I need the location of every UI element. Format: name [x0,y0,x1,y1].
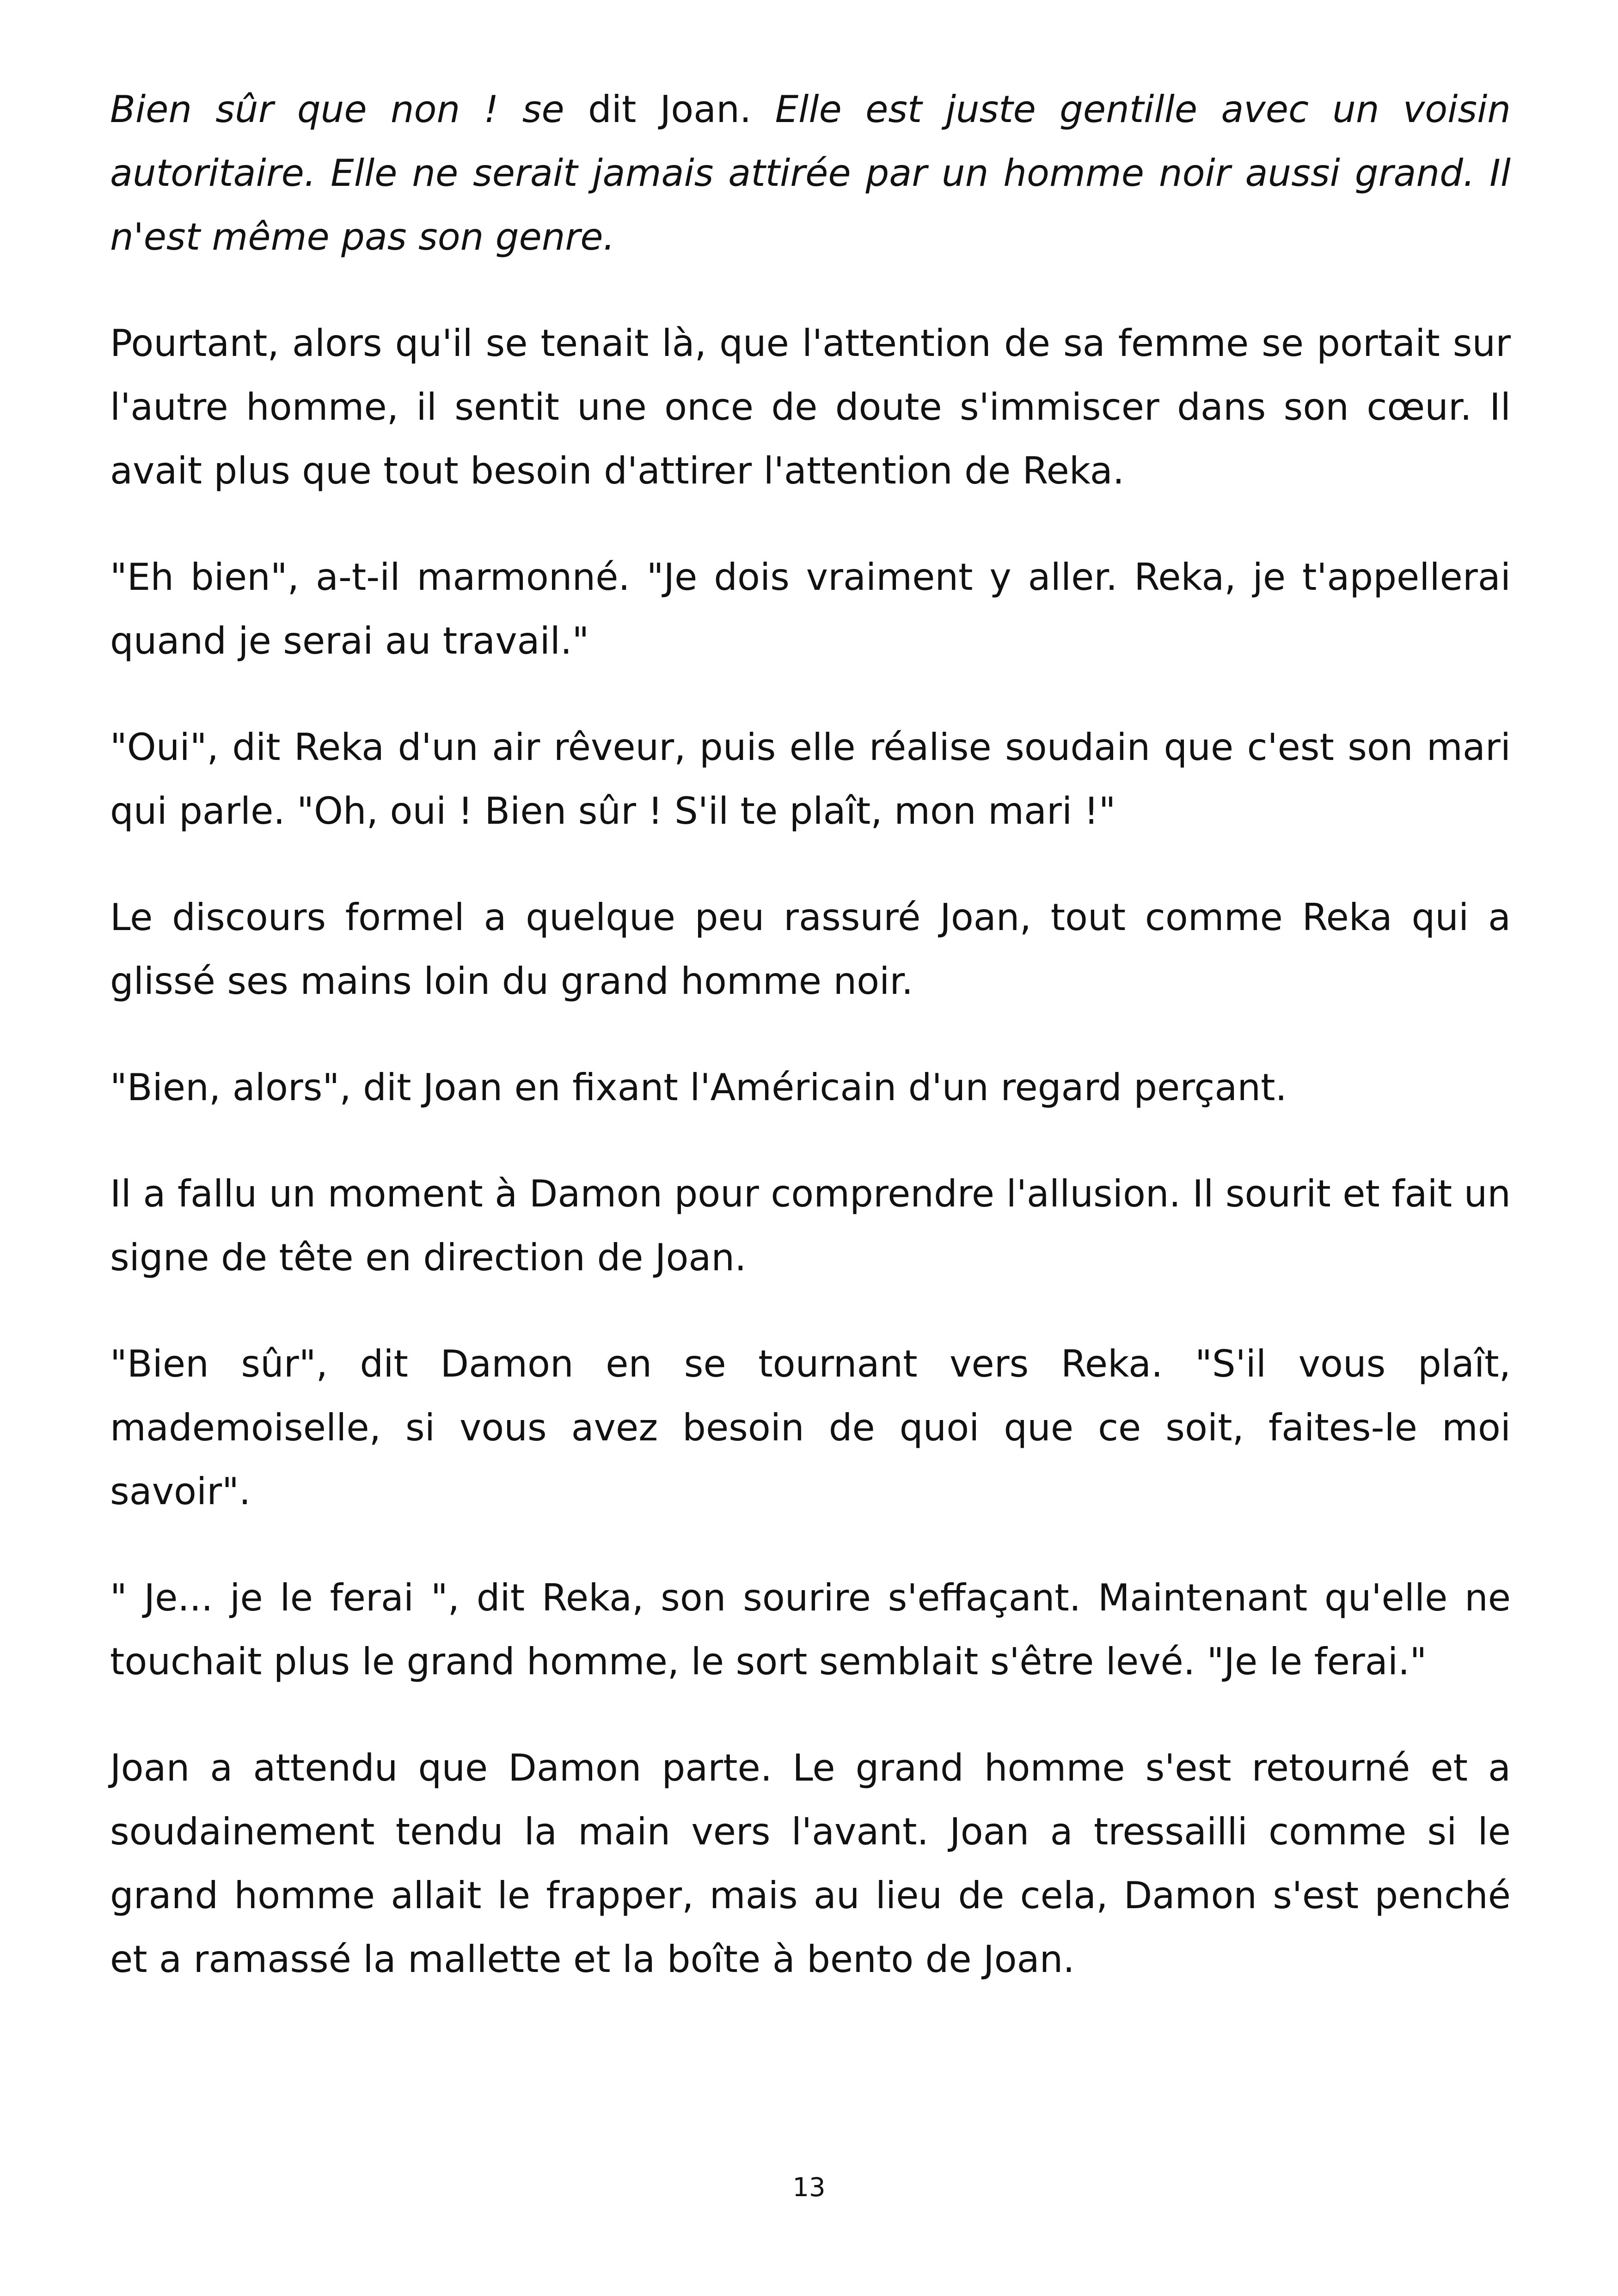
paragraph [110,1566,1511,1694]
paragraph [110,886,1511,1013]
text-run: " Je... je le ferai ", dit Reka, son sourire s'effaçant. Maintenant qu'elle ne touchait plus le grand homme, le sort semblait s'être levé. "Je le ferai." [110,1576,1511,1683]
paragraph [110,312,1511,503]
paragraph [110,78,1511,269]
text-run: "Bien, alors", dit Joan en fixant l'Américain d'un regard perçant. [110,1066,1287,1109]
body-text [110,78,1511,2034]
paragraph [110,1332,1511,1524]
paragraph [110,1162,1511,1290]
text-run: Joan a attendu que Damon parte. Le grand homme s'est retourné et a soudainement tendu la main vers l'avant. Joan a tressailli comme si le grand homme allait le frapper, mais au lieu de cela, Damon s'est penché et a ramassé la mallette et la boîte à bento de Joan. [110,1746,1511,1981]
paragraph [110,1736,1511,1991]
text-run: Pourtant, alors qu'il se tenait là, que l'attention de sa femme se portait sur l'autre homme, il sentit une once de doute s'immiscer dans son cœur. Il avait plus que tout besoin d'attirer l'attention de Reka. [110,322,1511,492]
paragraph [110,716,1511,843]
text-run: "Eh bien", a-t-il marmonné. "Je dois vraiment y aller. Reka, je t'appellerai quand je serai au travail." [110,556,1511,662]
paragraph [110,1056,1511,1120]
page-number: 13 [792,2173,826,2203]
italic-text: Bien sûr que non ! se [110,88,564,131]
paragraph [110,545,1511,673]
text-run: "Oui", dit Reka d'un air rêveur, puis elle réalise soudain que c'est son mari qui parle. "Oh, oui ! Bien sûr ! S'il te plaît, mon mari !" [110,726,1511,833]
text-run: Le discours formel a quelque peu rassuré Joan, tout comme Reka qui a glissé ses mains loin du grand homme noir. [110,896,1511,1003]
text-run: "Bien sûr", dit Damon en se tournant vers Reka. "S'il vous plaît, mademoiselle, si vous avez besoin de quoi que ce soit, faites-le moi savoir". [110,1342,1511,1513]
text-run: Il a fallu un moment à Damon pour comprendre l'allusion. Il sourit et fait un signe de tête en direction de Joan. [110,1172,1511,1279]
italic-text: Elle est juste gentille avec un voisin autoritaire. Elle ne serait jamais attirée par un homme noir aussi grand. Il n'est même pas son genre. [110,88,1511,258]
text-run: dit Joan. [564,88,775,131]
